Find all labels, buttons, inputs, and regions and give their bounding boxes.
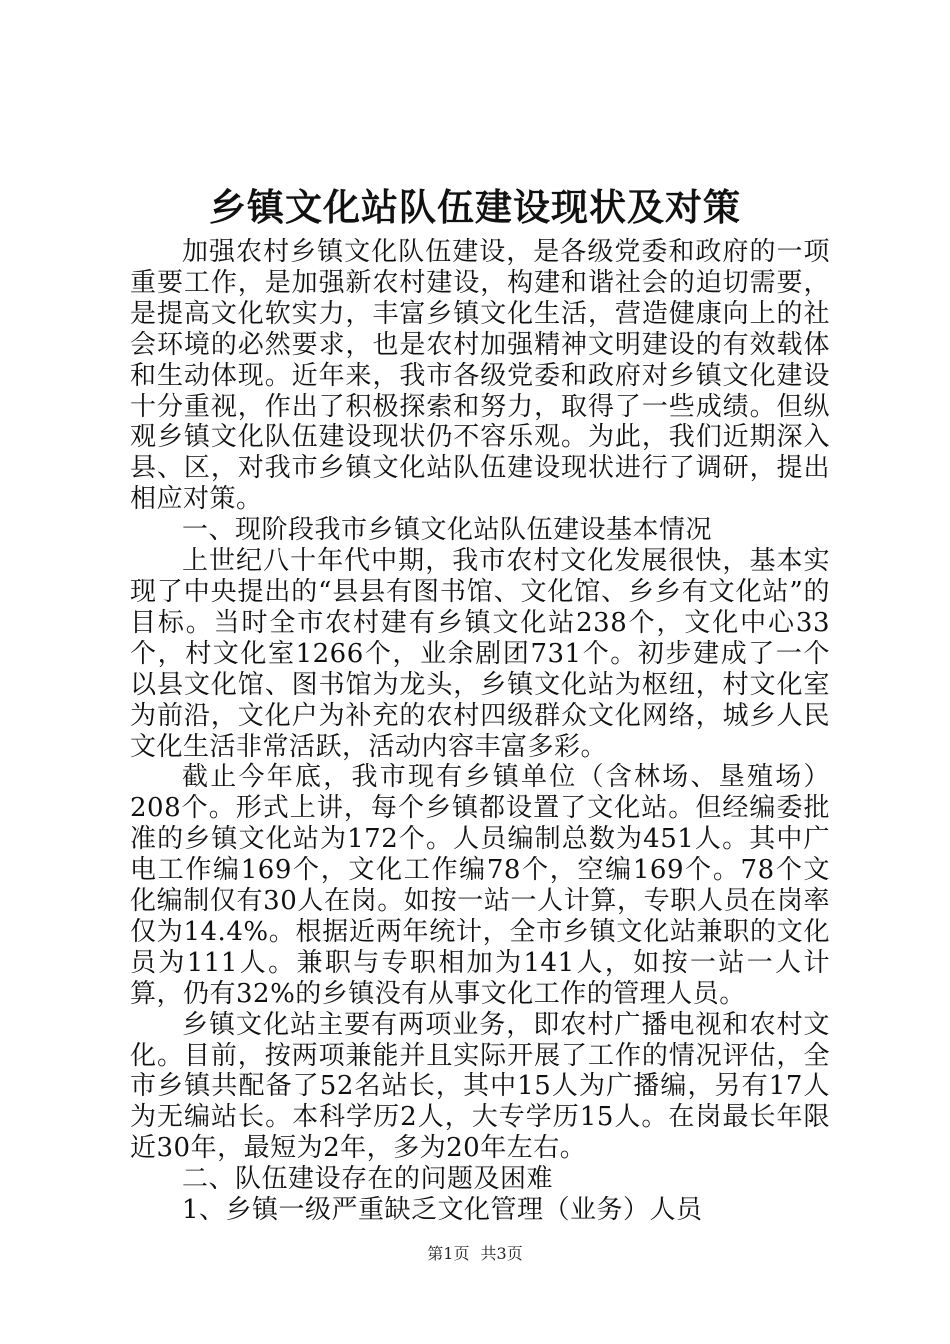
paragraph-current-status: 截止今年底，我市现有乡镇单位（含林场、垦殖场）208个。形式上讲，每个乡镇都设置了文化站。但经编委批准的乡镇文化站为172个。人员编制总数为451人。其中广电工作编169个，文化工作编78个，空编169个。78个文化编制仅有30人在岗。如按一站一人计算，专职人员在岗率仅为14.4%。根据近两年统计，全市乡镇文化站兼职的文化员为111人。兼职与专职相加为141人，如按一站一人计算，仍有32%的乡镇没有从事文化工作的管理人员。 (130, 762, 830, 1009)
subsection-heading-1: 1、乡镇一级严重缺乏文化管理（业务）人员 (182, 1195, 703, 1226)
page-total: 共3页 (480, 1244, 523, 1263)
paragraph-business: 乡镇文化站主要有两项业务，即农村广播电视和农村文化。目前，按两项兼能并且实际开展了工作的情况评估，全市乡镇共配备了52名站长，其中15人为广播编，另有17人为无编站长。本科学历2人，大专学历15人。在岗最长年限近30年，最短为2年，多为20年左右。 (130, 1009, 830, 1164)
document-body (130, 237, 830, 1226)
paragraph-history: 上世纪八十年代中期，我市农村文化发展很快，基本实现了中央提出的“县县有图书馆、文化馆、乡乡有文化站”的目标。当时全市农村建有乡镇文化站238个，文化中心33个，村文化室1266个，业余剧团731个。初步建成了一个以县文化馆、图书馆为龙头，乡镇文化站为枢纽，村文化室为前沿，文化户为补充的农村四级群众文化网络，城乡人民文化生活非常活跃，活动内容丰富多彩。 (130, 546, 830, 762)
document-title: 乡镇文化站队伍建设现状及对策 (209, 185, 741, 229)
section-heading-1: 一、现阶段我市乡镇文化站队伍建设基本情况 (182, 515, 713, 546)
paragraph-intro: 加强农村乡镇文化队伍建设，是各级党委和政府的一项重要工作，是加强新农村建设，构建和谐社会的迫切需要，是提高文化软实力，丰富乡镇文化生活，营造健康向上的社会环境的必然要求，也是农村加强精神文明建设的有效载体和生动体现。近年来，我市各级党委和政府对乡镇文化建设十分重视，作出了积极探索和努力，取得了一些成绩。但纵观乡镇文化队伍建设现状仍不容乐观。为此，我们近期深入县、区，对我市乡镇文化站队伍建设现状进行了调研，提出相应对策。 (130, 237, 830, 515)
section-heading-2: 二、队伍建设存在的问题及困难 (182, 1164, 554, 1195)
page-footer (0, 1243, 950, 1265)
page-number: 第1页 (427, 1244, 470, 1263)
